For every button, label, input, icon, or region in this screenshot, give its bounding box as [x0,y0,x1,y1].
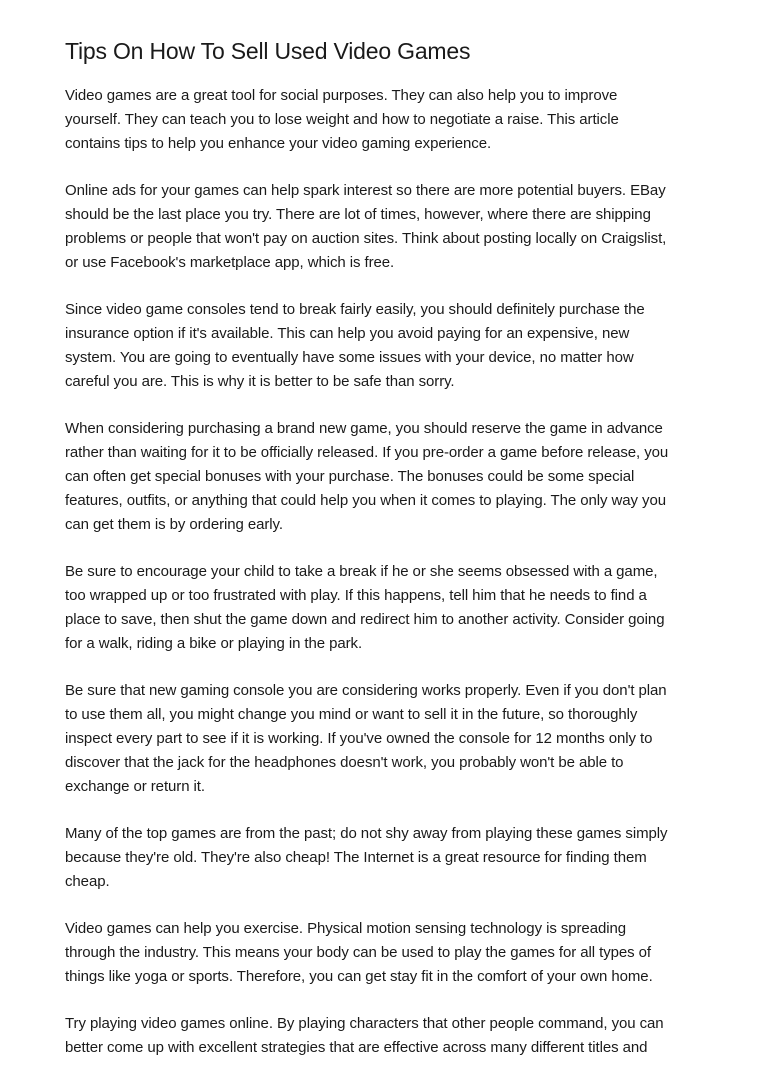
paragraph-line: place to save, then shut the game down and redirect him to another activity. Consider going [65,611,665,628]
paragraph-line: yourself. They can teach you to lose weight and how to negotiate a raise. This article [65,111,619,128]
document-body [65,84,705,1083]
paragraph-line: inspect every part to see if it is working. If you've owned the console for 12 months only to [65,730,653,747]
paragraph-line: features, outfits, or anything that could help you when it comes to playing. The only way you [65,492,666,509]
paragraph-line: better come up with excellent strategies that are effective across many different titles and [65,1039,648,1056]
paragraph-line: Video games can help you exercise. Physical motion sensing technology is spreading [65,920,626,937]
paragraph-line: Be sure to encourage your child to take a break if he or she seems obsessed with a game, [65,563,658,580]
paragraph-line: Video games are a great tool for social purposes. They can also help you to improve [65,87,618,104]
paragraph [65,1012,705,1060]
paragraph-line: When considering purchasing a brand new game, you should reserve the game in advance [65,420,663,437]
paragraph [65,84,705,156]
paragraph [65,917,705,989]
paragraph-line: problems or people that won't pay on auction sites. Think about posting locally on Craigslist, [65,230,667,247]
paragraph-line: Online ads for your games can help spark interest so there are more potential buyers. EBay [65,182,666,199]
paragraph-line: can get them is by ordering early. [65,516,283,533]
paragraph-line: through the industry. This means your body can be used to play the games for all types of [65,944,651,961]
paragraph-line: exchange or return it. [65,778,205,795]
paragraph-line: contains tips to help you enhance your video gaming experience. [65,135,492,152]
paragraph [65,679,705,799]
paragraph [65,298,705,394]
paragraph-line: Be sure that new gaming console you are considering works properly. Even if you don't plan [65,682,667,699]
paragraph-line: careful you are. This is why it is better to be safe than sorry. [65,373,455,390]
document-title: Tips On How To Sell Used Video Games [65,38,471,64]
paragraph-line: to use them all, you might change you mind or want to sell it in the future, so thoroughly [65,706,638,723]
paragraph-line: discover that the jack for the headphones doesn't work, you probably won't be able to [65,754,624,771]
paragraph [65,179,705,275]
paragraph-line: cheap. [65,873,110,890]
paragraph-line: or use Facebook's marketplace app, which is free. [65,254,395,271]
paragraph [65,822,705,894]
paragraph-line: too wrapped up or too frustrated with play. If this happens, tell him that he needs to find a [65,587,647,604]
paragraph-line: rather than waiting for it to be officially released. If you pre-order a game before release, you [65,444,669,461]
paragraph-line: because they're old. They're also cheap! The Internet is a great resource for finding them [65,849,647,866]
paragraph [65,417,705,537]
paragraph-line: system. You are going to eventually have some issues with your device, no matter how [65,349,634,366]
paragraph [65,560,705,656]
paragraph-line: insurance option if it's available. This can help you avoid paying for an expensive, new [65,325,630,342]
paragraph-line: for a walk, riding a bike or playing in the park. [65,635,363,652]
paragraph-line: Since video game consoles tend to break fairly easily, you should definitely purchase the [65,301,645,318]
paragraph-line: things like yoga or sports. Therefore, you can get stay fit in the comfort of your own home. [65,968,653,985]
paragraph-line: Try playing video games online. By playing characters that other people command, you can [65,1015,664,1032]
paragraph-line: should be the last place you try. There are lot of times, however, where there are shipping [65,206,651,223]
paragraph-line: can often get special bonuses with your purchase. The bonuses could be some special [65,468,635,485]
paragraph-line: Many of the top games are from the past; do not shy away from playing these games simply [65,825,668,842]
